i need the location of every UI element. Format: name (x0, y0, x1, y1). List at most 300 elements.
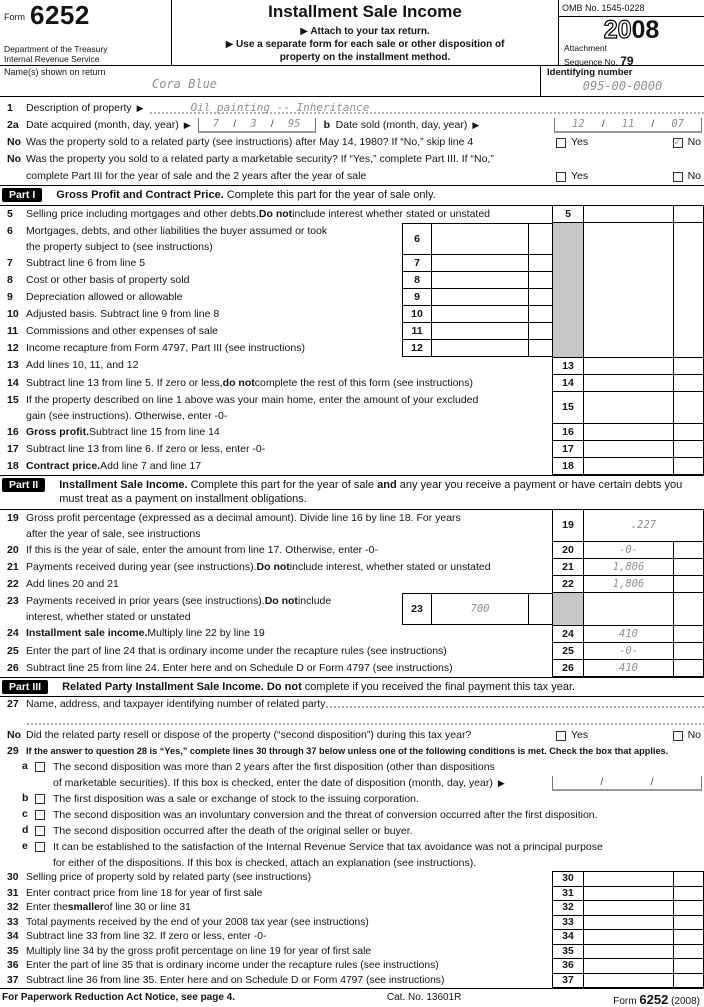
line-number: 23 (7, 594, 19, 607)
label-text: Do not (264, 594, 298, 607)
form-line-24 (0, 625, 704, 643)
yes-label: Yes (571, 729, 589, 741)
amount-field-9[interactable] (432, 289, 528, 306)
amount-field-21[interactable] (584, 559, 673, 576)
right-arrow-icon: ▶ (183, 120, 191, 130)
label-text: Subtract line 13 from line 6. If zero or less, enter -0- (26, 442, 266, 455)
right-line-number (552, 340, 584, 357)
right-arrow-icon: ▶ (136, 102, 144, 113)
inner-amount-box-9 (402, 289, 552, 306)
line28-yes-no (556, 728, 704, 744)
form-title-block (172, 0, 558, 65)
attach-instruction: ▶ Attach to your tax return. (300, 26, 430, 37)
check-mark-icon: ✓ (673, 137, 682, 147)
cents-field-24[interactable] (673, 625, 704, 643)
identifying-number-field[interactable] (540, 66, 704, 96)
cents-field-25[interactable] (673, 643, 704, 660)
inner-amount-box-6 (402, 223, 552, 255)
letter-label: c (22, 808, 28, 820)
right-line-number: 34 (552, 930, 584, 945)
form-line-35 (0, 945, 704, 960)
line-number: 21 (7, 560, 19, 573)
line-label (26, 593, 402, 625)
form-line-29b (22, 791, 704, 807)
line-label (26, 357, 552, 375)
part3-tag: Part III (2, 680, 48, 694)
amount-field-36[interactable] (584, 959, 673, 974)
right-line-number: 37 (552, 974, 584, 989)
form-line-5 (0, 206, 704, 223)
line-number: 14 (7, 376, 19, 389)
line29-instruction: If the answer to question 28 is “Yes,” complete lines 30 through 37 below unless one of the following conditions is met. Check the box that applies. (26, 745, 669, 756)
line-label (26, 223, 402, 255)
label-text: If the property described on line 1 above was your main home, enter the amount of your excluded (26, 393, 479, 406)
form-header (0, 0, 704, 66)
part1-tag: Part I (2, 188, 42, 202)
cents-field-23[interactable] (528, 593, 552, 625)
empty-cents-area (673, 255, 704, 272)
line2b-label: Date sold (month, day, year) (335, 119, 468, 131)
inner-line-number: 9 (402, 289, 432, 306)
line-number: 20 (7, 543, 19, 556)
line-label (26, 930, 552, 945)
form-line-6 (0, 223, 704, 255)
label-text: include (297, 594, 332, 607)
form-number: 6252 (30, 0, 90, 30)
cents-field-35[interactable] (673, 945, 704, 960)
cents-field-33[interactable] (673, 916, 704, 931)
cents-field-36[interactable] (673, 959, 704, 974)
omb-number: OMB No. 1545-0228 (559, 0, 704, 17)
line4-yes-checkbox[interactable] (556, 172, 566, 182)
label-text: gain (see instructions). Otherwise, enter -0- (26, 409, 228, 422)
condition-d-text: The second disposition occurred after the death of the original seller or buyer. (53, 825, 413, 837)
amount-field-18[interactable] (584, 458, 673, 475)
label-text: the property subject to (see instructions) (26, 240, 213, 253)
amount-field-6[interactable] (432, 223, 528, 255)
line-number: 22 (7, 577, 19, 590)
label-text: Enter contract price from line 18 for year of first sale (26, 887, 263, 899)
form-line-4 (0, 151, 704, 185)
right-line-number: 25 (552, 643, 584, 660)
form-footer (0, 988, 704, 1007)
amount-field-15[interactable] (584, 392, 673, 424)
date-sold-year: 07 (671, 118, 684, 130)
cents-field-22[interactable] (673, 576, 704, 593)
slash: / (651, 118, 655, 130)
amount-value: 700 (470, 602, 490, 615)
right-line-number (552, 223, 584, 255)
part2-header-bar: Part II Installment Sale Income. Complete this part for the year of sale and any year you receive a payment or have certain debts you must treat as a payment on installment obligations. (0, 475, 704, 510)
cents-field-21[interactable] (673, 559, 704, 576)
amount-field-37[interactable] (584, 974, 673, 989)
date-acquired-field[interactable] (198, 118, 316, 133)
label-text: Payments received in prior years (see instructions). (26, 594, 265, 607)
line-number: 10 (7, 307, 19, 320)
line3-no-checkbox[interactable] (673, 138, 683, 148)
right-line-number: 33 (552, 916, 584, 931)
empty-cents-area (673, 593, 704, 625)
line-number: 7 (7, 256, 13, 269)
empty-cents-area (673, 223, 704, 255)
yes-label: Yes (571, 170, 589, 182)
label-text: do not (222, 376, 255, 389)
line-letter: b (323, 119, 331, 131)
inner-amount-box-11 (402, 323, 552, 340)
part3-header-bar: Part III Related Party Installment Sale Income. Do not complete if you received the final payment this tax year. (0, 677, 704, 698)
line-number: 1 (7, 101, 13, 114)
label-text: Income recapture from Form 4797, Part III (see instructions) (26, 341, 305, 354)
line-number: 2a (7, 119, 19, 131)
cents-field-26[interactable] (673, 660, 704, 677)
amount-field-20[interactable] (584, 542, 673, 559)
form-line-28 (0, 728, 704, 744)
label-text: Selling price including mortgages and other debts. (26, 207, 259, 220)
slash: / (233, 118, 237, 130)
line-number: No (7, 153, 21, 165)
amount-field-11[interactable] (432, 323, 528, 340)
line27-label: Name, address, and taxpayer identifying number of related party (26, 698, 326, 710)
cents-field-18[interactable] (673, 458, 704, 475)
empty-amount-area (584, 323, 673, 340)
empty-cents-area (673, 323, 704, 340)
line-label (26, 871, 552, 887)
right-line-number: 30 (552, 871, 584, 887)
no-label: No (687, 729, 701, 741)
label-text: Gross profit. (26, 425, 90, 438)
amount-field-30[interactable] (584, 871, 673, 887)
form-line-16 (0, 424, 704, 441)
amount-field-35[interactable] (584, 945, 673, 960)
amount-field-31[interactable] (584, 887, 673, 902)
empty-amount-area (584, 306, 673, 323)
line-number: 33 (7, 916, 19, 928)
label-text: Cost or other basis of property sold (26, 273, 190, 286)
identifying-number-value: 095-00-0000 (582, 79, 663, 93)
form-line-3 (0, 134, 704, 151)
line28-no-checkbox[interactable] (673, 731, 683, 741)
date-acquired-month: 7 (212, 118, 220, 130)
name-label: Name(s) shown on return (4, 67, 106, 77)
label-text: Installment sale income. (26, 626, 148, 639)
right-line-number: 26 (552, 660, 584, 677)
amount-field-12[interactable] (432, 340, 528, 357)
no-label: No (687, 170, 701, 182)
line-label (26, 272, 402, 289)
condition-b-text: The first disposition was a sale or exchange of stock to the issuing corporation. (53, 793, 419, 805)
right-line-number: 18 (552, 458, 584, 475)
line3-yes-checkbox[interactable] (556, 138, 566, 148)
right-line-number: 35 (552, 945, 584, 960)
line-label (26, 660, 552, 677)
amount-field-22[interactable] (584, 576, 673, 593)
cents-field-15[interactable] (673, 392, 704, 424)
label-text: Add lines 10, 11, and 12 (26, 358, 139, 371)
form-line-26 (0, 660, 704, 677)
cents-field-17[interactable] (673, 441, 704, 458)
line4-question-part2: complete Part III for the year of sale and the 2 years after the year of sale (26, 170, 367, 182)
condition-d-checkbox[interactable] (35, 826, 45, 836)
label-text: Depreciation allowed or allowable (26, 290, 183, 303)
right-line-number (552, 289, 584, 306)
right-line-number (552, 272, 584, 289)
cents-field-34[interactable] (673, 930, 704, 945)
catalog-number: Cat. No. 13601R (386, 992, 462, 1003)
attachment-label: Attachment (564, 43, 607, 54)
amount-field-23[interactable] (432, 593, 528, 625)
slash: / (601, 118, 605, 130)
amount-field-33[interactable] (584, 916, 673, 931)
condition-a-checkbox[interactable] (35, 762, 45, 772)
paperwork-notice: For Paperwork Reduction Act Notice, see page 4. (2, 992, 236, 1003)
form-line-29a (22, 759, 704, 791)
line-label (26, 375, 552, 392)
line-label (26, 974, 552, 989)
line-number: 36 (7, 960, 19, 971)
right-line-number: 19 (552, 510, 584, 542)
label-text: complete the rest of this form (see instructions) (254, 376, 473, 389)
part2-tag: Part II (2, 478, 45, 492)
line3-question: Was the property sold to a related party (see instructions) after May 14, 1980? If “No,” skip line 4 (26, 136, 474, 148)
line-label (26, 542, 552, 559)
inner-amount-box-12 (402, 340, 552, 357)
form-line-19 (0, 510, 704, 542)
label-text: of line 30 or line 31 (103, 902, 191, 913)
amount-field-5[interactable] (584, 206, 673, 223)
line-number: No (7, 729, 21, 741)
line-number: 37 (7, 974, 19, 986)
right-line-number (552, 593, 584, 625)
form-line-8 (0, 272, 704, 289)
line-number: 31 (7, 887, 19, 899)
label-text: include interest, whether stated or unstated (289, 560, 491, 573)
label-text: Add lines 20 and 21 (26, 577, 119, 590)
line-label (26, 255, 402, 272)
form-line-37 (0, 974, 704, 989)
cents-field-5[interactable] (673, 206, 704, 223)
inner-line-number: 7 (402, 255, 432, 272)
cents-field-13[interactable] (673, 357, 704, 375)
line28-question: Did the related party resell or dispose of the property (“second disposition”) during this tax year? (26, 729, 472, 741)
no-label: No (687, 136, 701, 148)
form-title: Installment Sale Income (268, 2, 462, 21)
form-line-34 (0, 930, 704, 945)
line-number: 24 (7, 626, 19, 639)
label-text: Contract price. (26, 459, 101, 472)
sequence-label: Sequence No. (564, 56, 618, 67)
right-line-number: 22 (552, 576, 584, 593)
line4-question-part1: Was the property you sold to a related party a marketable security? If “Yes,” complete Part III. If “No,” (26, 153, 494, 165)
right-line-number: 14 (552, 375, 584, 392)
cents-field-16[interactable] (673, 424, 704, 441)
name-value: Cora Blue (152, 77, 218, 91)
form-line-1 (0, 99, 704, 117)
amount-field-16[interactable] (584, 424, 673, 441)
right-line-number: 32 (552, 901, 584, 916)
label-text: after the year of sale, see instructions (26, 527, 201, 540)
footer-form-id: Form 6252 (2008) (613, 992, 700, 1007)
amount-field-19[interactable] (584, 510, 704, 542)
lines-1-4-section (0, 97, 704, 185)
amount-value: 410 (619, 661, 638, 674)
letter-label: d (22, 824, 29, 836)
part2-rows (0, 510, 704, 677)
form-line-29d (22, 823, 704, 839)
line-number: 19 (7, 511, 19, 524)
line-number: 17 (7, 442, 19, 455)
cents-field-8[interactable] (528, 272, 552, 289)
condition-e-text2: for either of the dispositions. If this box is checked, attach an explanation (see instructions). (53, 857, 477, 869)
condition-c-checkbox[interactable] (35, 810, 45, 820)
property-description-field[interactable] (149, 99, 704, 117)
cents-field-30[interactable] (673, 871, 704, 887)
date-sold-field[interactable] (554, 118, 702, 133)
form-line-36 (0, 959, 704, 974)
second-disposition-date-field[interactable] (552, 776, 702, 791)
date-acquired-year: 95 (287, 118, 301, 130)
amount-field-25[interactable] (584, 643, 673, 660)
line-number: 16 (7, 425, 19, 438)
part1-description: Complete this part for the year of sale only. (223, 189, 436, 201)
form-number-block (0, 0, 172, 65)
slash: / (270, 118, 274, 130)
inner-line-number: 12 (402, 340, 432, 357)
amount-field-32[interactable] (584, 901, 673, 916)
line-label (26, 576, 552, 593)
cents-field-10[interactable] (528, 306, 552, 323)
part1-header-bar (0, 185, 704, 206)
label-text: Adjusted basis. Subtract line 9 from line 8 (26, 307, 220, 320)
cents-field-7[interactable] (528, 255, 552, 272)
form-line-18 (0, 458, 704, 475)
label-text: Enter the part of line 35 that is ordinary income under the recapture rules (see instructions) (26, 960, 439, 971)
right-line-number (552, 306, 584, 323)
line-number: 34 (7, 931, 19, 942)
omb-year-block (558, 0, 704, 68)
date-acquired-day: 3 (250, 118, 257, 130)
right-line-number (552, 255, 584, 272)
line-label (26, 901, 552, 916)
inner-line-number: 11 (402, 323, 432, 340)
form-line-22 (0, 576, 704, 593)
amount-field-24[interactable] (584, 625, 673, 643)
condition-b-checkbox[interactable] (35, 794, 45, 804)
form-line-29 (0, 744, 704, 760)
separate-form-instruction-2: property on the installment method. (279, 52, 451, 63)
amount-field-14[interactable] (584, 375, 673, 392)
line-label (26, 289, 402, 306)
line-number: 13 (7, 358, 19, 371)
form-line-11 (0, 323, 704, 340)
amount-value: 1,806 (612, 560, 645, 573)
form-line-30 (0, 871, 704, 887)
tax-year (559, 17, 704, 43)
line-number: 6 (7, 224, 13, 237)
label-text: Multiply line 34 by the gross profit percentage on line 19 for year of first sale (26, 945, 372, 957)
name-field[interactable] (0, 66, 540, 96)
identifying-number-label: Identifying number (547, 67, 633, 78)
form-line-17 (0, 441, 704, 458)
label-text: Do not (258, 207, 293, 220)
label-text: Mortgages, debts, and other liabilities the buyer assumed or took (26, 224, 328, 237)
cents-field-11[interactable] (528, 323, 552, 340)
condition-a-text1: The second disposition was more than 2 years after the first disposition (other than dispositions (53, 761, 495, 773)
form-line-7 (0, 255, 704, 272)
line-label (26, 643, 552, 660)
cents-field-37[interactable] (673, 974, 704, 989)
amount-field-17[interactable] (584, 441, 673, 458)
line28-yes-checkbox[interactable] (556, 731, 566, 741)
amount-field-13[interactable] (584, 357, 673, 375)
inner-line-number: 6 (402, 223, 432, 255)
line-number: 5 (7, 207, 13, 220)
line-number: 29 (7, 744, 19, 757)
label-text: Subtract line 15 from line 14 (89, 425, 220, 438)
form-line-25 (0, 643, 704, 660)
label-text: Total payments received by the end of your 2008 tax year (see instructions) (26, 916, 369, 928)
amount-field-34[interactable] (584, 930, 673, 945)
right-line-number: 15 (552, 392, 584, 424)
cents-field-31[interactable] (673, 887, 704, 902)
amount-field-8[interactable] (432, 272, 528, 289)
related-party-field-line2[interactable] (26, 713, 704, 728)
cents-field-20[interactable] (673, 542, 704, 559)
cents-field-9[interactable] (528, 289, 552, 306)
amount-field-7[interactable] (432, 255, 528, 272)
inner-amount-box-7 (402, 255, 552, 272)
label-text: Subtract line 36 from line 35. Enter here and on Schedule D or Form 4797 (see instructions) (26, 974, 445, 986)
empty-amount-area (584, 593, 673, 625)
label-text: include interest whether stated or unstated (292, 207, 491, 220)
label-text: Enter the part of line 24 that is ordinary income under the recapture rules (see instructions) (26, 644, 447, 657)
cents-field-6[interactable] (528, 223, 552, 255)
line3-yes-no (556, 134, 704, 151)
right-line-number: 13 (552, 357, 584, 375)
cents-field-12[interactable] (528, 340, 552, 357)
line4-no-checkbox[interactable] (673, 172, 683, 182)
cents-field-14[interactable] (673, 375, 704, 392)
line-label (26, 945, 552, 960)
yes-label: Yes (571, 136, 589, 148)
right-line-number (552, 323, 584, 340)
line-label (26, 441, 552, 458)
year-prefix: 20 (603, 16, 632, 44)
line-number: 30 (7, 872, 19, 883)
empty-amount-area (584, 289, 673, 306)
empty-amount-area (584, 340, 673, 357)
label-text: smaller (67, 902, 104, 913)
amount-field-26[interactable] (584, 660, 673, 677)
form-line-20 (0, 542, 704, 559)
form-line-21 (0, 559, 704, 576)
form-line-2 (0, 117, 704, 134)
label-text: Do not (256, 560, 290, 573)
agency-line2: Internal Revenue Service (4, 53, 100, 64)
label-text: Subtract line 25 from line 24. Enter here and on Schedule D or Form 4797 (see instructions) (26, 661, 453, 674)
condition-e-checkbox[interactable] (35, 842, 45, 852)
form-line-32 (0, 901, 704, 916)
line-label (26, 340, 402, 357)
label-text: If this is the year of sale, enter the amount from line 17. Otherwise, enter -0- (26, 543, 378, 556)
line-number: 27 (7, 698, 19, 710)
related-party-field[interactable] (325, 698, 704, 711)
empty-cents-area (673, 340, 704, 357)
line-number: 35 (7, 945, 19, 957)
cents-field-32[interactable] (673, 901, 704, 916)
line-number: 8 (7, 273, 13, 286)
inner-line-number: 23 (402, 593, 432, 625)
amount-field-10[interactable] (432, 306, 528, 323)
